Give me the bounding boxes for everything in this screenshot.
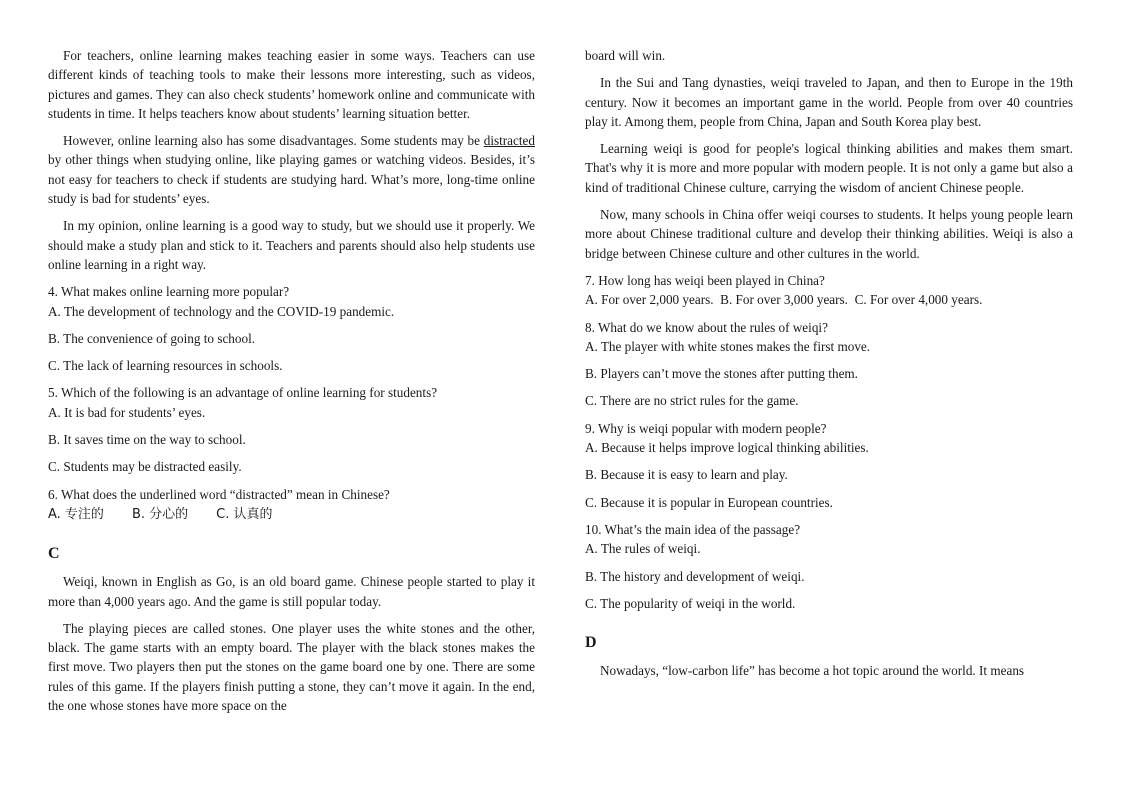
- option-b: B. The convenience of going to school.: [48, 330, 256, 346]
- option-c: C. The popularity of weiqi in the world.: [585, 595, 796, 611]
- underlined-word: distracted: [483, 133, 535, 149]
- question-text: 5. Which of the following is an advantage of online learning for students?: [48, 385, 438, 401]
- option-c: C. There are no strict rules for the game.: [585, 393, 799, 409]
- option-a: A. It is bad for students’ eyes.: [48, 404, 206, 420]
- question-6: [48, 485, 535, 525]
- option-a: A. Because it helps improve logical thinking abilities.: [585, 440, 869, 456]
- option-a: A. For over 2,000 years.: [585, 292, 714, 308]
- passage-c-paragraph-2: The playing pieces are called stones. One player uses the white stones and the other, black. The game starts with an empty board. The player with the black stones makes the first move. Two players then put the stones on the game board one by one. There are some rules of this game. If the players finish putting a stone, they can’t move it again. In the end, the one whose stones have more space on the: [48, 620, 535, 714]
- option-a: A. The development of technology and the COVID-19 pandemic.: [48, 303, 395, 319]
- option-b: B. For over 3,000 years.: [720, 292, 848, 308]
- passage-c-paragraph-3: In the Sui and Tang dynasties, weiqi traveled to Japan, and then to Europe in the 19th century. Now it becomes an important game in the world. People from over 40 countries play it. Among them, people from China, Japan and South Korea play best.: [585, 75, 1073, 129]
- section-d-heading: D: [585, 634, 597, 652]
- option-c: C. Students may be distracted easily.: [48, 459, 242, 475]
- option-row: [585, 290, 1073, 309]
- question-8: [585, 318, 1073, 411]
- section-c-heading: C: [48, 545, 60, 563]
- passage-b-paragraph-1: For teachers, online learning makes teaching easier in some ways. Teachers can use different kinds of teaching tools to make their lessons more interesting, such as videos, pictures and games. They can also check students’ homework online and communicate with students in time. It helps teachers know about students’ learning situation better.: [48, 48, 535, 121]
- left-column: [48, 46, 535, 723]
- question-4: [48, 282, 535, 375]
- passage-b-paragraph-2: [48, 131, 535, 208]
- question-text: 4. What makes online learning more popular?: [48, 284, 290, 300]
- option-c: C. The lack of learning resources in schools.: [48, 358, 283, 374]
- passage-c-paragraph-5: Now, many schools in China offer weiqi courses to students. It helps young people learn more about Chinese traditional culture and develop their thinking abilities. Weiqi is also a bridge between Chinese culture and other cultures in the world.: [585, 207, 1073, 261]
- question-text: 6. What does the underlined word “distracted” mean in Chinese?: [48, 486, 390, 502]
- right-column: [585, 46, 1073, 688]
- question-text: 8. What do we know about the rules of weiqi?: [585, 319, 828, 335]
- passage-d-paragraph-1: Nowadays, “low-carbon life” has become a hot topic around the world. It means: [600, 663, 1025, 679]
- option-b: B. Players can’t move the stones after putting them.: [585, 366, 858, 382]
- paragraph-text: by other things when studying online, like playing games or watching videos. Besides, it’s not easy for teachers to check if students are studying hard. What’s more, long-time online study is bad for students’ eyes.: [48, 152, 535, 207]
- option-b: B. Because it is easy to learn and play.: [585, 467, 788, 483]
- question-5: [48, 383, 535, 476]
- option-c: C. Because it is popular in European countries.: [585, 494, 833, 510]
- option-c: C. 认真的: [216, 506, 273, 522]
- option-b: B. It saves time on the way to school.: [48, 432, 246, 448]
- passage-b-paragraph-3: In my opinion, online learning is a good way to study, but we should use it properly. We should make a study plan and stick to it. Teachers and parents should also help students use online learning in a right way.: [48, 218, 535, 272]
- question-10: [585, 520, 1073, 613]
- passage-c-paragraph-1: Weiqi, known in English as Go, is an old board game. Chinese people started to play it more than 4,000 years ago. And the game is still popular today.: [48, 574, 535, 609]
- question-text: 10. What’s the main idea of the passage?: [585, 521, 801, 537]
- passage-c-continuation: board will win.: [585, 48, 666, 63]
- paragraph-text: However, online learning also has some disadvantages. Some students may be: [63, 133, 484, 149]
- option-b: B. The history and development of weiqi.: [585, 568, 805, 584]
- question-text: 9. Why is weiqi popular with modern people?: [585, 420, 827, 436]
- option-a: A. The rules of weiqi.: [585, 541, 701, 557]
- option-b: B. 分心的: [131, 506, 189, 522]
- question-text: 7. How long has weiqi been played in China?: [585, 272, 825, 288]
- option-a: A. The player with white stones makes the first move.: [585, 338, 871, 354]
- question-7: [585, 271, 1073, 310]
- option-c: C. For over 4,000 years.: [854, 292, 983, 308]
- option-a: A. 专注的: [48, 506, 104, 522]
- question-9: [585, 419, 1073, 512]
- passage-c-paragraph-4: Learning weiqi is good for people's logical thinking abilities and makes them smart. That's why it is more and more popular with modern people. It is not only a game but also a kind of traditional Chinese culture, carrying the wisdom of ancient Chinese people.: [585, 141, 1073, 195]
- option-row: [48, 504, 535, 524]
